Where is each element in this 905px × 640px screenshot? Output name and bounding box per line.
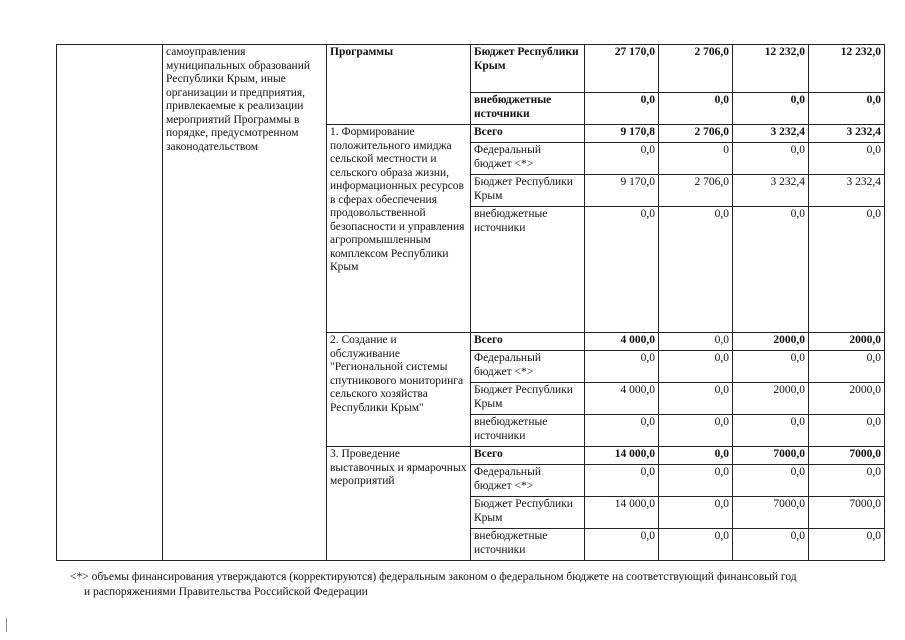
value-cell: 0,0 [809,93,885,125]
source-cell: Федеральный бюджет <*> [471,465,585,497]
value-cell: 7000,0 [809,497,885,529]
value-cell: 14 000,0 [585,497,659,529]
value-cell: 0,0 [809,207,885,333]
value-cell: 0,0 [585,143,659,175]
value-cell: 0,0 [809,415,885,447]
group-name: 2. Создание и обслуживание "Региональной системы спутникового мониторинга сельского хозяйства Республики Крым" [327,333,471,447]
value-cell: 2000,0 [809,383,885,415]
value-cell: 0 [659,143,733,175]
value-cell: 0,0 [659,465,733,497]
source-cell: внебюджетные источники [471,207,585,333]
value-cell: 0,0 [809,143,885,175]
source-cell: Бюджет Республики Крым [471,497,585,529]
value-cell: 0,0 [809,465,885,497]
source-cell: Федеральный бюджет <*> [471,351,585,383]
value-cell: 27 170,0 [585,45,659,93]
value-cell: 2000,0 [809,333,885,351]
value-cell: 2000,0 [733,333,809,351]
value-cell: 3 232,4 [733,125,809,143]
margin-mark [6,618,7,632]
value-cell: 0,0 [733,415,809,447]
value-cell: 4 000,0 [585,383,659,415]
value-cell: 12 232,0 [733,45,809,93]
value-cell: 2000,0 [733,383,809,415]
footnote-line: <*> объемы финансирования утверждаются (корректируются) федеральным законом о федеральном бюджете на соответствующий финансовый год [70,571,797,583]
value-cell: 0,0 [659,207,733,333]
value-cell: 0,0 [733,207,809,333]
value-cell: 12 232,0 [809,45,885,93]
value-cell: 7000,0 [809,447,885,465]
group-name: Программы [327,45,471,125]
value-cell: 0,0 [585,93,659,125]
source-cell: внебюджетные источники [471,529,585,561]
value-cell: 0,0 [659,383,733,415]
empty-cell [57,45,163,561]
source-cell: внебюджетные источники [471,415,585,447]
value-cell: 0,0 [659,447,733,465]
value-cell: 0,0 [809,529,885,561]
value-cell: 0,0 [659,333,733,351]
value-cell: 0,0 [585,465,659,497]
value-cell: 7000,0 [733,447,809,465]
source-cell: Всего [471,125,585,143]
value-cell: 0,0 [659,415,733,447]
value-cell: 9 170,0 [585,175,659,207]
value-cell: 3 232,4 [809,125,885,143]
value-cell: 14 000,0 [585,447,659,465]
source-cell: Бюджет Республики Крым [471,175,585,207]
source-cell: Федеральный бюджет <*> [471,143,585,175]
funding-table [56,44,885,561]
value-cell: 0,0 [659,351,733,383]
source-cell: Бюджет Республики Крым [471,45,585,93]
value-cell: 0,0 [659,497,733,529]
value-cell: 3 232,4 [733,175,809,207]
footnote [70,570,890,600]
executor-cell: самоуправления муниципальных образований Республики Крым, иные организации и предприятия, привлекаемые к реализации мероприятий Программы в порядке, предусмотренном законодательством [163,45,327,561]
value-cell: 0,0 [733,529,809,561]
value-cell: 0,0 [659,93,733,125]
group-name: 1. Формирование положительного имиджа сельской местности и сельского образа жизни, информационных ресурсов в сферах обеспечения продовольственной безопасности и управления агропромышленным комплексом Республики Крым [327,125,471,333]
value-cell: 4 000,0 [585,333,659,351]
value-cell: 0,0 [733,465,809,497]
value-cell: 0,0 [733,93,809,125]
value-cell: 2 706,0 [659,45,733,93]
value-cell: 0,0 [585,529,659,561]
value-cell: 2 706,0 [659,175,733,207]
value-cell: 0,0 [585,351,659,383]
value-cell: 0,0 [733,351,809,383]
value-cell: 7000,0 [733,497,809,529]
value-cell: 0,0 [659,529,733,561]
footnote-line: и распоряжениями Правительства Российской Федерации [84,586,368,598]
source-cell: Всего [471,333,585,351]
table-row [57,45,885,93]
value-cell: 0,0 [809,351,885,383]
value-cell: 2 706,0 [659,125,733,143]
source-cell: Бюджет Республики Крым [471,383,585,415]
value-cell: 0,0 [585,415,659,447]
value-cell: 0,0 [585,207,659,333]
value-cell: 9 170,8 [585,125,659,143]
group-name: 3. Проведение выставочных и ярмарочных мероприятий [327,447,471,561]
source-cell: Всего [471,447,585,465]
value-cell: 0,0 [733,143,809,175]
source-cell: внебюджетные источники [471,93,585,125]
value-cell: 3 232,4 [809,175,885,207]
